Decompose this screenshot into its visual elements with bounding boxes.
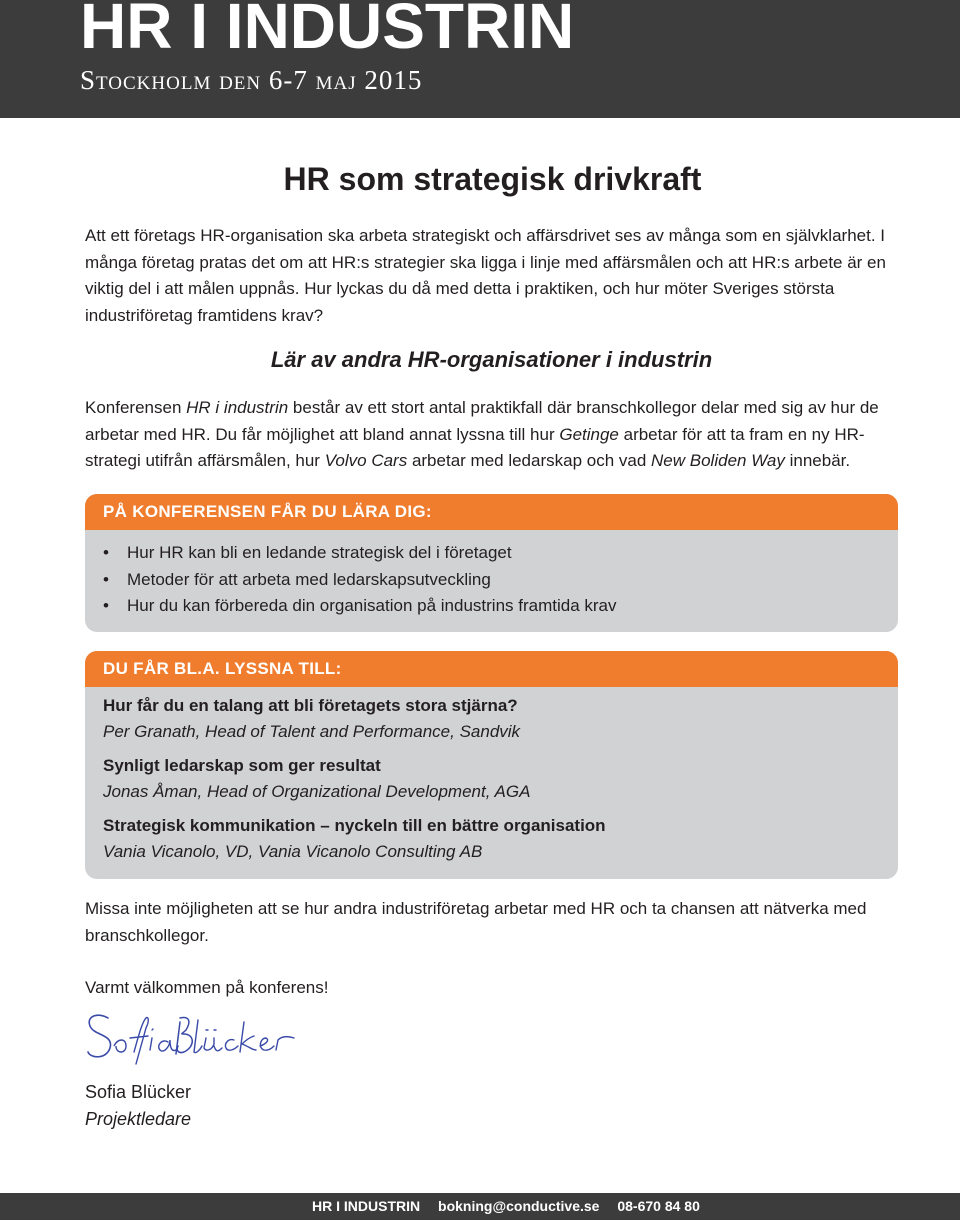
listen-box — [85, 651, 898, 879]
event-subtitle: Stockholm den 6-7 maj 2015 — [80, 65, 423, 95]
learn-box — [85, 494, 898, 632]
conf-text-2: HR i industrin — [186, 398, 289, 417]
main-heading: HR som strategisk drivkraft — [283, 161, 702, 197]
list-item — [103, 540, 898, 567]
welcome-line: Varmt välkommen på konferens! — [85, 978, 329, 997]
conf-text-6: Volvo Cars — [324, 451, 408, 470]
event-title: HR I INDUSTRIN — [80, 0, 575, 62]
bullet-icon: • — [103, 596, 109, 615]
conference-paragraph — [85, 395, 897, 475]
signer-role: Projektledare — [85, 1109, 192, 1129]
list-item — [103, 567, 898, 594]
section-subheading: Lär av andra HR-organisationer i industrin — [270, 347, 713, 372]
bullet-icon: • — [103, 569, 109, 589]
conf-text-9: innebär. — [784, 451, 851, 470]
conf-text-5: arbetar för att ta fram en ny HR-strategi utifrån affärsmålen, hur — [85, 424, 865, 470]
talk-title: Strategisk kommunikation – nyckeln till en bättre organisation — [103, 816, 606, 835]
header-band — [0, 0, 960, 118]
footer-event: HR I INDUSTRIN — [312, 1198, 421, 1214]
talk-item — [103, 813, 898, 865]
list-item-text: Hur du kan förbereda din organisation på industrins framtida krav — [127, 596, 617, 615]
talk-speaker: Per Granath, Head of Talent and Performance, Sandvik — [103, 722, 521, 741]
list-item-text: Hur HR kan bli en ledande strategisk del i företaget — [127, 543, 512, 562]
listen-box-header: DU FÅR BL.A. LYSSNA TILL: — [85, 651, 898, 687]
talk-title: Synligt ledarskap som ger resultat — [103, 756, 381, 775]
intro-paragraph — [85, 223, 897, 329]
learn-list — [85, 530, 898, 620]
footer-contact — [312, 1193, 714, 1220]
list-item — [103, 593, 898, 620]
conf-text-1: Konferensen — [85, 398, 187, 417]
footer-band — [0, 1193, 960, 1220]
intro-text-2: Hur lyckas du då med detta i praktiken, och hur möter Sveriges största industriföretag framtidens krav? — [85, 279, 835, 325]
conf-text-8: New Boliden Way — [651, 451, 785, 470]
conf-text-3: består av ett stort antal praktikfall där branschkollegor delar med sig av hur de arbetar med HR. Du får möjlighet att bland annat lyssna till hur — [85, 398, 879, 444]
talk-item — [103, 693, 898, 745]
bullet-icon: • — [103, 543, 109, 562]
talk-speaker: Jonas Åman, Head of Organizational Development, AGA — [103, 782, 531, 801]
footer-email[interactable]: bokning@conductive.se — [438, 1198, 600, 1214]
signer-name: Sofia Blücker — [85, 1082, 192, 1102]
talk-title: Hur får du en talang att bli företagets stora stjärna? — [103, 696, 518, 715]
conf-text-4: Getinge — [559, 424, 619, 444]
closing-paragraph: Missa inte möjligheten att se hur andra industriföretag arbetar med HR och ta chansen att nätverka med branschkollegor. — [85, 899, 867, 945]
talk-list — [85, 687, 898, 865]
learn-box-header: PÅ KONFERENSEN FÅR DU LÄRA DIG: — [85, 494, 898, 530]
list-item-text: Metoder för att arbeta med ledarskapsutveckling — [127, 569, 491, 589]
footer-phone: 08-670 84 80 — [617, 1198, 700, 1214]
signature-image — [84, 1008, 304, 1070]
talk-item — [103, 753, 898, 805]
talk-speaker: Vania Vicanolo, VD, Vania Vicanolo Consulting AB — [103, 842, 483, 861]
intro-text-1: Att ett företags HR-organisation ska arbeta strategiskt och affärsdrivet ses av många som en självklarhet. I många företag pratas det om att HR:s strategier ska ligga i linje med affärsmålen och att HR:s arbete är en viktig del i att målen uppnås. — [85, 226, 886, 298]
conf-text-7: arbetar med ledarskap och vad — [407, 451, 652, 470]
